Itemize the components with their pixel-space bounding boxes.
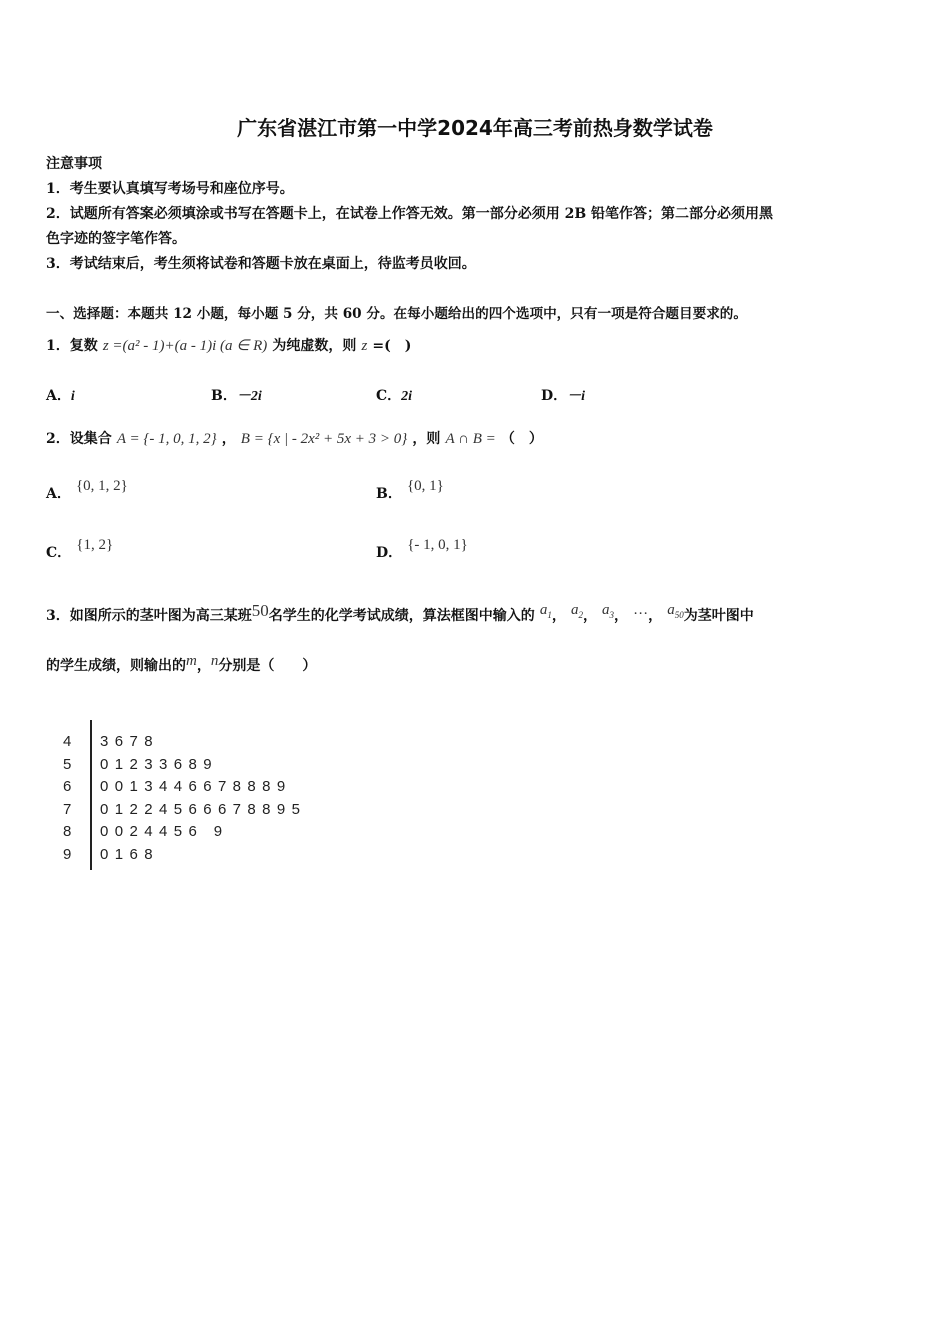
option-label: B． <box>211 388 237 404</box>
q2-option-c <box>46 537 114 562</box>
section-1-heading: 一、选择题：本题共 12 小题，每小题 5 分，共 60 分。在每小题给出的四个选项中，只有一项是符合题目要求的。 <box>46 306 747 322</box>
q3-ellipsis: … <box>633 602 649 618</box>
leaf-row: 0013446678889 <box>100 778 292 795</box>
q3-a2 <box>571 602 583 618</box>
q3-a1 <box>540 602 552 618</box>
q1-prefix: 1．复数 <box>46 338 98 354</box>
q3-sep: ， <box>614 608 629 624</box>
q2-option-b <box>376 478 444 503</box>
leaf-row: 0024456 9 <box>100 823 229 840</box>
notice-item-3: 3．考试结束后，考生须将试卷和答题卡放在桌面上，待监考员收回。 <box>46 256 476 272</box>
stem: 9 <box>63 845 72 863</box>
stem: 8 <box>63 823 72 840</box>
sub: 3 <box>609 610 615 620</box>
q3-text-5: ， <box>196 658 211 674</box>
option-value: i <box>70 389 75 404</box>
stem-leaf-divider <box>90 720 92 870</box>
leaf-row: 0168 <box>100 845 159 863</box>
q1-var: z <box>361 338 368 354</box>
option-label: A． <box>46 486 71 502</box>
exam-title: 广东省湛江市第一中学2024年高三考前热身数学试卷 <box>237 116 713 140</box>
q3-count: 50 <box>251 601 269 620</box>
q1-option-b <box>211 385 262 405</box>
option-label: A． <box>46 388 71 404</box>
q3-text-3: 为茎叶图中 <box>683 608 754 624</box>
question-3-line-2 <box>46 655 316 675</box>
q3-text-1: 3．如图所示的茎叶图为高三某班 <box>46 608 252 624</box>
option-label: C． <box>376 388 402 404</box>
option-value: {1, 2} <box>76 537 114 553</box>
var: a <box>539 602 548 618</box>
stem: 6 <box>63 778 72 795</box>
q2-set-a: A = {- 1, 0, 1, 2} <box>116 431 217 447</box>
sub: 1 <box>547 610 552 620</box>
option-value: －2i <box>236 389 262 404</box>
q3-var-n: n <box>210 653 219 669</box>
q3-text-2: 名学生的化学考试成绩，算法框图中输入的 <box>268 608 535 624</box>
option-label: D． <box>376 545 403 561</box>
question-3-line-1 <box>46 601 754 626</box>
q3-var-m: m <box>186 653 197 669</box>
q1-option-a <box>46 385 75 405</box>
q3-sep: ， <box>648 608 663 624</box>
option-value: －i <box>567 389 586 404</box>
leaf-row: 01233689 <box>100 755 218 773</box>
var: a <box>667 602 675 618</box>
option-value: {- 1, 0, 1} <box>407 537 468 553</box>
notice-heading: 注意事项 <box>46 156 102 172</box>
stem: 7 <box>63 800 72 818</box>
leaf-row: 3678 <box>100 733 159 750</box>
q3-sep: ， <box>551 608 566 624</box>
stem: 5 <box>63 755 72 773</box>
q2-set-b: B = {x | - 2x² + 5x + 3 > 0} <box>240 431 408 447</box>
q2-comma: ， <box>221 431 236 447</box>
option-value: 2i <box>401 389 413 404</box>
option-label: B． <box>376 486 402 502</box>
stem: 4 <box>63 733 72 750</box>
notice-item-1: 1．考生要认真填写考场号和座位序号。 <box>46 181 294 197</box>
q1-suffix: =( ) <box>372 338 412 354</box>
option-label: D． <box>541 388 568 404</box>
option-value: {0, 1} <box>406 478 444 494</box>
option-label: C． <box>46 545 72 561</box>
q2-expr: A ∩ B = <box>445 431 496 447</box>
notice-item-2-line-2: 色字迹的签字笔作答。 <box>46 231 186 247</box>
q3-a50 <box>667 602 684 618</box>
leaf-row: 01224566678895 <box>100 800 307 818</box>
q2-prefix: 2．设集合 <box>46 431 112 447</box>
q2-suffix: （ ） <box>500 431 543 447</box>
q1-option-c <box>376 385 412 405</box>
question-2 <box>46 428 543 448</box>
sub: 50 <box>674 610 684 620</box>
var: a <box>570 602 579 618</box>
q3-text-4: 的学生成绩，则输出的 <box>46 658 186 674</box>
q1-option-d <box>541 385 585 405</box>
option-value: {0, 1, 2} <box>75 478 128 494</box>
q1-mid: 为纯虚数，则 <box>272 338 357 354</box>
q3-text-6: 分别是（ ） <box>218 658 317 674</box>
q2-mid: ，则 <box>412 431 441 447</box>
var: a <box>602 602 610 618</box>
question-1 <box>46 335 411 355</box>
notice-item-2-line-1: 2．试题所有答案必须填涂或书写在答题卡上，在试卷上作答无效。第一部分必须用 2B 铅笔作答；第二部分必须用黑 <box>46 206 774 222</box>
stems <box>63 731 71 866</box>
sub: 2 <box>578 610 583 620</box>
q2-option-d <box>376 537 468 562</box>
q3-sep: ， <box>582 608 597 624</box>
leaves <box>100 731 306 866</box>
q2-option-a <box>46 478 128 503</box>
q3-a3 <box>602 602 614 618</box>
q1-formula: z =(a² - 1)+(a - 1)i (a ∈ R) <box>102 338 268 354</box>
